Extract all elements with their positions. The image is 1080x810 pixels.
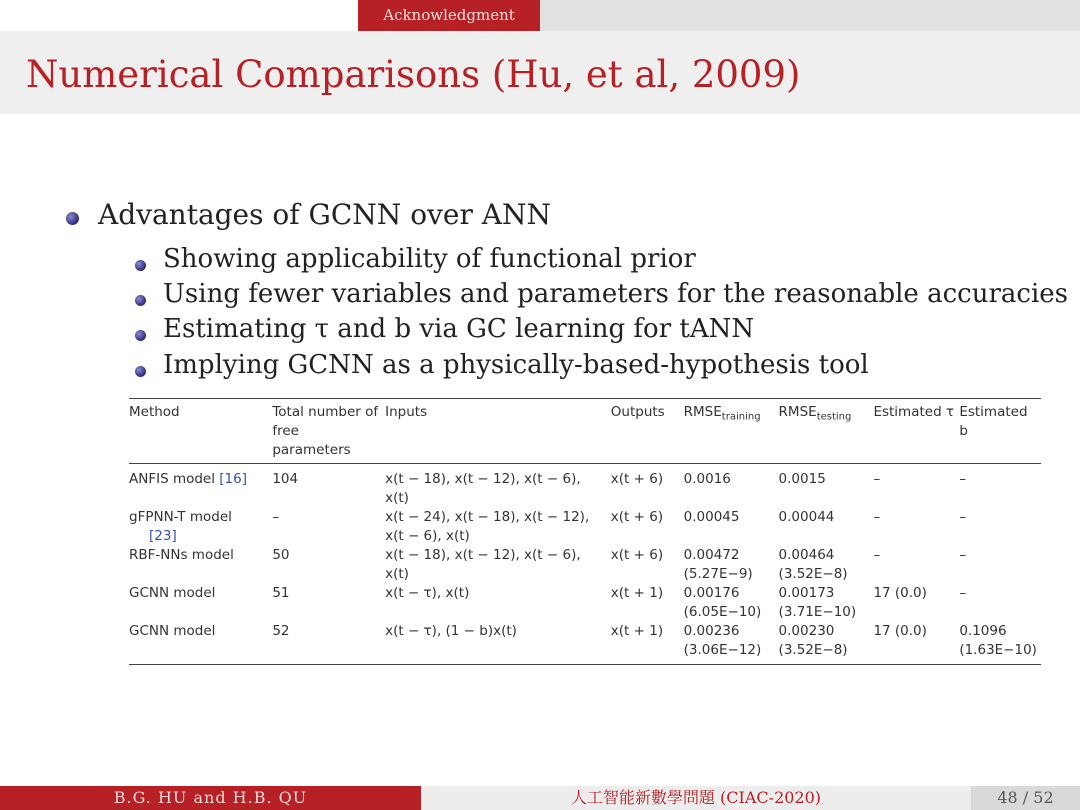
- header-est-tau: Estimated τ: [873, 404, 955, 420]
- header-method: Method: [129, 404, 180, 420]
- sub-bullet-3: Estimating τ and b via GC learning for tANN: [163, 314, 755, 344]
- sub-bullet-icon: [135, 330, 146, 341]
- header-outputs: Outputs: [610, 404, 665, 420]
- sub-bullet-icon: [135, 366, 146, 377]
- table-header-row: [129, 399, 1041, 464]
- header-rmse-testing: $RMSE_{testing}$: [778, 404, 852, 423]
- header-params: Total number of free parameters: [272, 404, 379, 458]
- sub-bullet-4: Implying GCNN as a physically-based-hypothesis tool: [163, 350, 869, 380]
- main-bullet-icon: [66, 212, 79, 225]
- table-row: GCNN model 51 x(t − τ), x(t) x(t + 1) 0.00176 (6.05E−10) 0.00173 (3.71E−10) 17 (0.0) –: [129, 585, 967, 620]
- page-number: 48 / 52: [971, 786, 1080, 810]
- comparison-table: [129, 398, 1041, 665]
- table-row: RBF-NNs model 50 x(t − 18), x(t − 12), x(t − 6), x(t) x(t + 6) 0.00472 (5.27E−9) 0.00464 (3.52E−8) – –: [129, 547, 967, 582]
- footer-authors[interactable]: B.G. HU and H.B. QU: [0, 786, 421, 810]
- table-row: gFPNN-T model [23] – x(t − 24), x(t − 18), x(t − 12), x(t − 6), x(t) x(t + 6) 0.00045 0.00044 – –: [129, 509, 967, 544]
- table-row: GCNN model 52 x(t − τ), (1 − b)x(t) x(t + 1) 0.00236 (3.06E−12) 0.00230 (3.52E−8) 17 (0.0) 0.1096 (1.63E−10): [129, 622, 1041, 665]
- sub-bullet-1: Showing applicability of functional prior: [163, 244, 696, 274]
- title-bar: [0, 31, 1080, 114]
- header-inputs: Inputs: [385, 404, 428, 420]
- table-row: ANFIS model [16] 104 x(t − 18), x(t − 12), x(t − 6), x(t) x(t + 6) 0.0016 0.0015 – –: [129, 471, 967, 506]
- main-bullet: Advantages of GCNN over ANN: [98, 198, 551, 231]
- sub-bullet-icon: [135, 295, 146, 306]
- sub-bullet-icon: [135, 260, 146, 271]
- sub-bullet-2: Using fewer variables and parameters for the reasonable accuracies: [163, 279, 1068, 309]
- citation-link[interactable]: [23]: [149, 528, 177, 544]
- footer: [0, 786, 1080, 810]
- slide-title: Numerical Comparisons (Hu, et al, 2009): [26, 53, 801, 96]
- header-rmse-training: $RMSE_{training}$: [683, 404, 761, 423]
- citation-link[interactable]: [16]: [219, 471, 247, 487]
- section-label[interactable]: Acknowledgment: [358, 0, 540, 31]
- footer-conference[interactable]: 人工智能新數學問題 (CIAC-2020): [421, 786, 971, 810]
- top-bar: [0, 0, 1080, 31]
- header-est-b: Estimated b: [959, 404, 1028, 439]
